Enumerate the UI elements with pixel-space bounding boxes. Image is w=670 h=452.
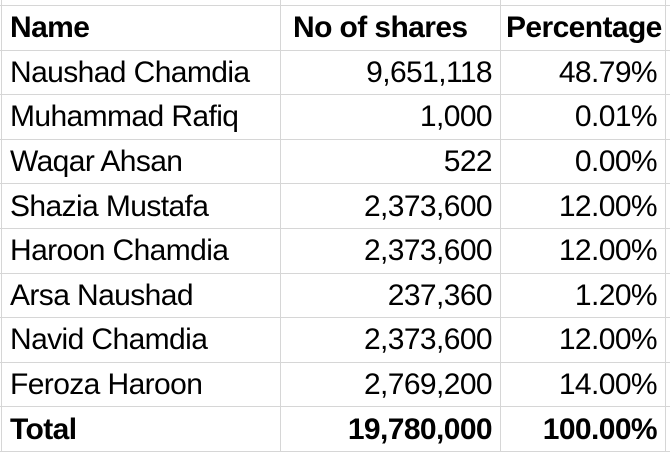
cell-percentage[interactable]: 12.00%: [558, 323, 657, 357]
cell-shares[interactable]: 237,360: [387, 278, 492, 312]
cell-percentage[interactable]: 14.00%: [558, 368, 657, 402]
cell-shares[interactable]: 2,373,600: [363, 323, 492, 357]
gridline-v: [665, 0, 666, 452]
cell-percentage[interactable]: 12.00%: [558, 234, 657, 268]
total-shares-cell[interactable]: 19,780,000: [347, 412, 492, 446]
cell-shares[interactable]: 522: [443, 145, 492, 179]
total-percentage-cell[interactable]: 100.00%: [542, 412, 657, 446]
cell-shares[interactable]: 2,769,200: [363, 368, 492, 402]
cell-percentage[interactable]: 48.79%: [558, 55, 657, 89]
cell-name[interactable]: Feroza Haroon: [10, 368, 203, 402]
cell-name[interactable]: Muhammad Rafiq: [10, 100, 239, 134]
cell-percentage[interactable]: 1.20%: [574, 278, 657, 312]
cell-shares[interactable]: 1,000: [419, 100, 492, 134]
cell-percentage[interactable]: 0.00%: [574, 145, 657, 179]
header-percentage[interactable]: Percentage: [506, 11, 662, 45]
cell-percentage[interactable]: 12.00%: [558, 189, 657, 223]
header-name[interactable]: Name: [10, 11, 90, 45]
cell-name[interactable]: Shazia Mustafa: [10, 189, 209, 223]
cell-name[interactable]: Navid Chamdia: [10, 323, 208, 357]
cell-shares[interactable]: 2,373,600: [363, 189, 492, 223]
total-label-cell[interactable]: Total: [10, 412, 77, 446]
cell-shares[interactable]: 2,373,600: [363, 234, 492, 268]
cell-percentage[interactable]: 0.01%: [574, 100, 657, 134]
cell-name[interactable]: Waqar Ahsan: [10, 145, 183, 179]
cell-name[interactable]: Haroon Chamdia: [10, 234, 229, 268]
cell-name[interactable]: Naushad Chamdia: [10, 55, 250, 89]
header-shares[interactable]: No of shares: [293, 11, 468, 45]
cell-name[interactable]: Arsa Naushad: [10, 278, 193, 312]
cell-shares[interactable]: 9,651,118: [366, 55, 492, 89]
shareholders-table: [1, 5, 665, 451]
